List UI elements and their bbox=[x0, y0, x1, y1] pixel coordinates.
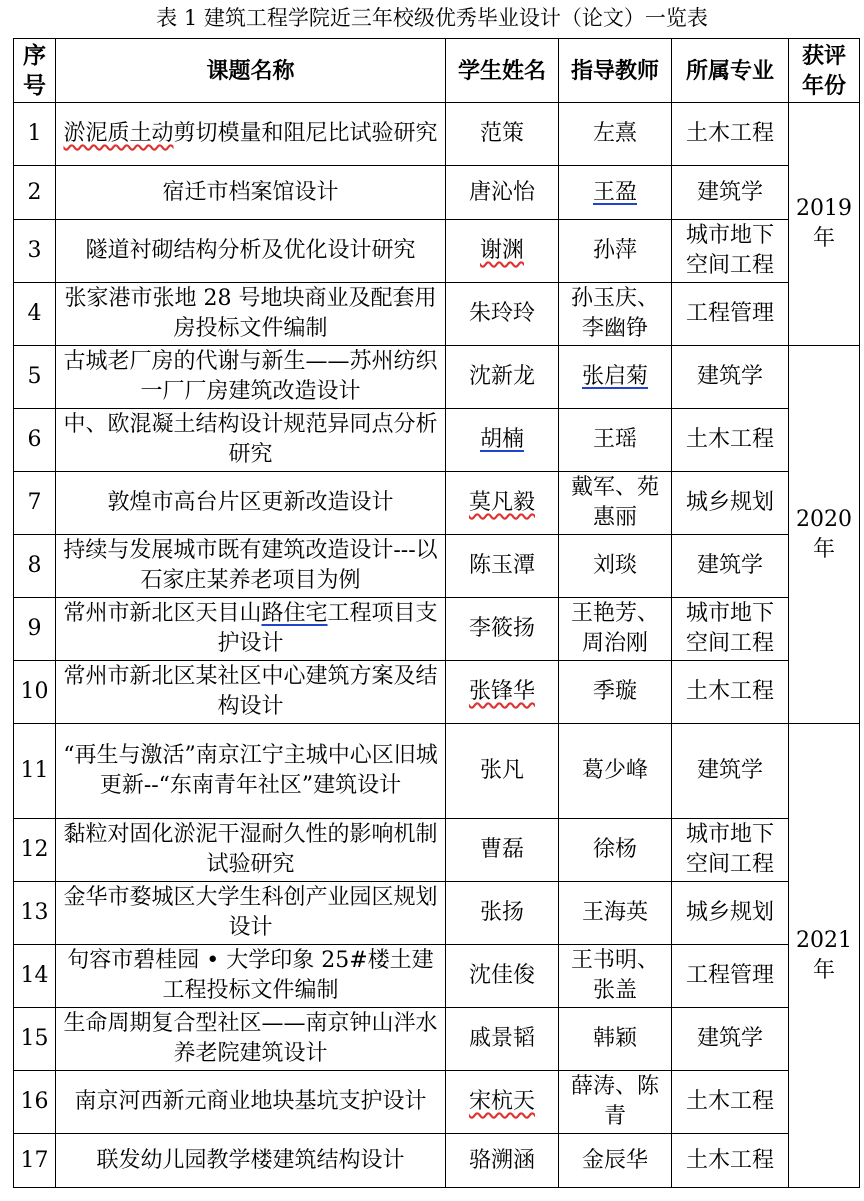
advisor-underlined: 王盈 bbox=[592, 179, 637, 205]
cell-no: 7 bbox=[14, 472, 56, 535]
cell-student: 张凡 bbox=[446, 724, 559, 819]
cell-year-2019: 2019年 bbox=[789, 103, 860, 346]
cell-major: 土木工程 bbox=[672, 1071, 789, 1134]
table-row bbox=[14, 945, 860, 1008]
cell-year-2021: 2021年 bbox=[789, 724, 860, 1188]
table-row bbox=[14, 535, 860, 598]
cell-major: 土木工程 bbox=[672, 103, 789, 166]
cell-advisor: 王海英 bbox=[559, 882, 672, 945]
cell-student: 范策 bbox=[446, 103, 559, 166]
cell-title: 句容市碧桂园 • 大学印象 25#楼土建工程投标文件编制 bbox=[56, 945, 446, 1008]
title-part-a: 常州市新北区天目山 bbox=[63, 601, 262, 626]
cell-advisor: 孙玉庆、李幽铮 bbox=[559, 283, 672, 346]
student-spellmark: 谢渊 bbox=[479, 238, 524, 263]
cell-no: 14 bbox=[14, 945, 56, 1008]
cell-advisor: 葛少峰 bbox=[559, 724, 672, 819]
cell-major: 土木工程 bbox=[672, 661, 789, 724]
cell-title: 敦煌市高台片区更新改造设计 bbox=[56, 472, 446, 535]
cell-title: 宿迁市档案馆设计 bbox=[56, 166, 446, 220]
cell-no: 4 bbox=[14, 283, 56, 346]
cell-advisor: 王书明、张盖 bbox=[559, 945, 672, 1008]
cell-major: 城市地下空间工程 bbox=[672, 598, 789, 661]
cell-year-2020: 2020年 bbox=[789, 346, 860, 724]
cell-major: 建筑学 bbox=[672, 724, 789, 819]
cell-no: 15 bbox=[14, 1008, 56, 1071]
cell-no: 10 bbox=[14, 661, 56, 724]
cell-title: 古城老厂房的代谢与新生——苏州纺织一厂厂房建筑改造设计 bbox=[56, 346, 446, 409]
cell-no: 9 bbox=[14, 598, 56, 661]
cell-title: 中、欧混凝土结构设计规范异同点分析研究 bbox=[56, 409, 446, 472]
cell-advisor: 季璇 bbox=[559, 661, 672, 724]
table-row bbox=[14, 472, 860, 535]
cell-student bbox=[446, 409, 559, 472]
cell-student bbox=[446, 661, 559, 724]
table-row bbox=[14, 103, 860, 166]
cell-advisor: 王瑶 bbox=[559, 409, 672, 472]
header-no: 序号 bbox=[14, 39, 56, 103]
cell-major: 工程管理 bbox=[672, 283, 789, 346]
student-spellmark: 宋杭天 bbox=[468, 1089, 535, 1114]
cell-advisor: 韩颖 bbox=[559, 1008, 672, 1071]
cell-major: 土木工程 bbox=[672, 409, 789, 472]
table-row bbox=[14, 1134, 860, 1188]
cell-no: 13 bbox=[14, 882, 56, 945]
cell-advisor bbox=[559, 166, 672, 220]
cell-no: 2 bbox=[14, 166, 56, 220]
header-major: 所属专业 bbox=[672, 39, 789, 103]
student-underlined: 胡楠 bbox=[479, 427, 524, 452]
header-student: 学生姓名 bbox=[446, 39, 559, 103]
cell-student bbox=[446, 472, 559, 535]
cell-title bbox=[56, 598, 446, 661]
cell-advisor: 薛涛、陈青 bbox=[559, 1071, 672, 1134]
cell-student: 朱玲玲 bbox=[446, 283, 559, 346]
cell-major: 建筑学 bbox=[672, 1008, 789, 1071]
table-row bbox=[14, 819, 860, 882]
cell-title: 持续与发展城市既有建筑改造设计---以石家庄某养老项目为例 bbox=[56, 535, 446, 598]
table-row bbox=[14, 598, 860, 661]
cell-no: 1 bbox=[14, 103, 56, 166]
cell-advisor: 刘琰 bbox=[559, 535, 672, 598]
cell-advisor: 孙萍 bbox=[559, 220, 672, 283]
cell-advisor bbox=[559, 346, 672, 409]
title-spellmark: 淤泥质土动 bbox=[63, 121, 174, 146]
cell-advisor: 徐杨 bbox=[559, 819, 672, 882]
cell-advisor: 金辰华 bbox=[559, 1134, 672, 1188]
student-spellmark: 莫凡毅 bbox=[468, 490, 535, 515]
cell-student: 骆溯涵 bbox=[446, 1134, 559, 1188]
table-row bbox=[14, 220, 860, 283]
cell-student: 戚景韬 bbox=[446, 1008, 559, 1071]
table-row bbox=[14, 724, 860, 819]
cell-title: 常州市新北区某社区中心建筑方案及结构设计 bbox=[56, 661, 446, 724]
cell-student: 沈佳俊 bbox=[446, 945, 559, 1008]
cell-student bbox=[446, 220, 559, 283]
cell-advisor: 王艳芳、周治刚 bbox=[559, 598, 672, 661]
cell-student bbox=[446, 1071, 559, 1134]
cell-student: 沈新龙 bbox=[446, 346, 559, 409]
cell-title: 黏粒对固化淤泥干湿耐久性的影响机制试验研究 bbox=[56, 819, 446, 882]
table-caption: 表 1 建筑工程学院近三年校级优秀毕业设计（论文）一览表 bbox=[156, 6, 708, 30]
awards-table bbox=[13, 38, 860, 1188]
cell-no: 12 bbox=[14, 819, 56, 882]
cell-major: 建筑学 bbox=[672, 346, 789, 409]
cell-major: 城市地下空间工程 bbox=[672, 819, 789, 882]
cell-title: 张家港市张地 28 号地块商业及配套用房投标文件编制 bbox=[56, 283, 446, 346]
student-spellmark: 张锋华 bbox=[468, 679, 535, 704]
cell-major: 城市地下空间工程 bbox=[672, 220, 789, 283]
cell-title: “再生与激活”南京江宁主城中心区旧城更新--“东南青年社区”建筑设计 bbox=[56, 724, 446, 819]
table-row bbox=[14, 283, 860, 346]
table-row bbox=[14, 409, 860, 472]
cell-student: 曹磊 bbox=[446, 819, 559, 882]
table-row bbox=[14, 166, 860, 220]
cell-title bbox=[56, 103, 446, 166]
cell-advisor: 左熹 bbox=[559, 103, 672, 166]
cell-major: 建筑学 bbox=[672, 535, 789, 598]
table-row bbox=[14, 346, 860, 409]
cell-student: 陈玉潭 bbox=[446, 535, 559, 598]
header-year: 获评年份 bbox=[789, 39, 860, 103]
cell-major: 建筑学 bbox=[672, 166, 789, 220]
header-title: 课题名称 bbox=[56, 39, 446, 103]
cell-no: 11 bbox=[14, 724, 56, 819]
table-row bbox=[14, 882, 860, 945]
table-row bbox=[14, 1071, 860, 1134]
title-part-b: 工程项目支护设计 bbox=[217, 601, 438, 656]
cell-no: 3 bbox=[14, 220, 56, 283]
header-advisor: 指导教师 bbox=[559, 39, 672, 103]
cell-major: 工程管理 bbox=[672, 945, 789, 1008]
cell-student: 李筱扬 bbox=[446, 598, 559, 661]
cell-title: 南京河西新元商业地块基坑支护设计 bbox=[56, 1071, 446, 1134]
title-underlined: 路住宅 bbox=[261, 601, 328, 626]
table-row bbox=[14, 661, 860, 724]
cell-no: 8 bbox=[14, 535, 56, 598]
cell-no: 17 bbox=[14, 1134, 56, 1188]
cell-major: 城乡规划 bbox=[672, 882, 789, 945]
cell-title: 金华市婺城区大学生科创产业园区规划设计 bbox=[56, 882, 446, 945]
cell-advisor: 戴军、苑惠丽 bbox=[559, 472, 672, 535]
cell-title: 联发幼儿园教学楼建筑结构设计 bbox=[56, 1134, 446, 1188]
title-rest: 剪切模量和阻尼比试验研究 bbox=[173, 121, 438, 146]
advisor-underlined: 张启菊 bbox=[581, 364, 648, 389]
cell-student: 张扬 bbox=[446, 882, 559, 945]
cell-student: 唐沁怡 bbox=[446, 166, 559, 220]
cell-no: 5 bbox=[14, 346, 56, 409]
table-row bbox=[14, 1008, 860, 1071]
header-row bbox=[14, 39, 860, 103]
cell-no: 16 bbox=[14, 1071, 56, 1134]
cell-title: 生命周期复合型社区——南京钟山泮水养老院建筑设计 bbox=[56, 1008, 446, 1071]
cell-major: 城乡规划 bbox=[672, 472, 789, 535]
cell-no: 6 bbox=[14, 409, 56, 472]
cell-major: 土木工程 bbox=[672, 1134, 789, 1188]
cell-title: 隧道衬砌结构分析及优化设计研究 bbox=[56, 220, 446, 283]
